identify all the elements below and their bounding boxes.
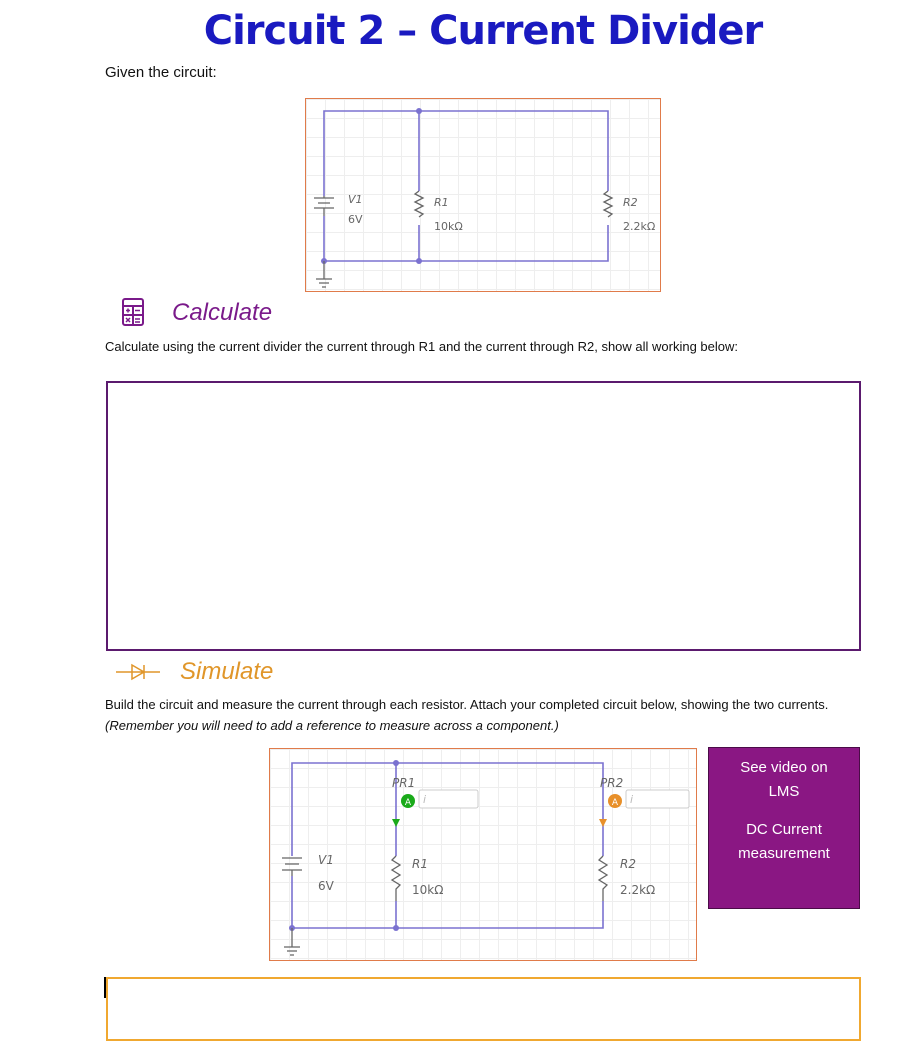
lms-line-1: See video on bbox=[740, 759, 828, 776]
v1-value: 6V bbox=[348, 213, 363, 226]
simulation-attachment-box[interactable] bbox=[106, 977, 861, 1041]
resistor-r1-icon bbox=[392, 856, 400, 901]
pr1-label: PR1 bbox=[392, 776, 416, 790]
calculate-instruction: Calculate using the current divider the current through R1 and the current through R2, show all working below: bbox=[105, 339, 739, 354]
simulate-note: (Remember you will need to add a reference to measure across a component.) bbox=[105, 718, 559, 733]
circuit-2-schematic bbox=[270, 749, 696, 960]
circuit-diagram-2 bbox=[269, 748, 697, 961]
ground-icon bbox=[284, 928, 300, 955]
r2-label: R2 bbox=[620, 857, 636, 871]
battery-icon bbox=[282, 858, 302, 876]
pr1-arrow-icon bbox=[392, 819, 400, 827]
simulate-heading: Simulate bbox=[180, 658, 274, 685]
resistor-r2-icon bbox=[599, 856, 607, 901]
probe-pr1[interactable] bbox=[401, 790, 478, 808]
r1-value: 10kΩ bbox=[412, 883, 444, 897]
calculator-icon bbox=[121, 297, 145, 327]
circuit-1-schematic bbox=[306, 99, 660, 291]
resistor-r1-icon bbox=[415, 191, 423, 217]
circuit-diagram-1 bbox=[305, 98, 661, 292]
pr2-reading-field[interactable]: i bbox=[630, 793, 634, 806]
r1-value: 10kΩ bbox=[434, 220, 463, 233]
lms-line-3: DC Current bbox=[746, 821, 822, 838]
calculate-heading: Calculate bbox=[172, 299, 273, 326]
pr2-arrow-icon bbox=[599, 819, 607, 827]
lms-line-2: LMS bbox=[768, 783, 800, 800]
v1-label: V1 bbox=[318, 853, 334, 867]
page-title: Circuit 2 – Current Divider bbox=[203, 8, 763, 54]
working-answer-box[interactable] bbox=[106, 381, 861, 651]
v1-value: 6V bbox=[318, 879, 334, 893]
r1-label: R1 bbox=[434, 196, 449, 209]
given-label: Given the circuit: bbox=[105, 64, 217, 81]
pr2-label: PR2 bbox=[600, 776, 624, 790]
probe-pr2[interactable] bbox=[608, 790, 689, 808]
v1-label: V1 bbox=[348, 193, 363, 206]
simulate-instruction bbox=[105, 694, 845, 736]
pr1-symbol: A bbox=[404, 798, 412, 808]
r2-value: 2.2kΩ bbox=[623, 220, 656, 233]
diode-icon bbox=[114, 662, 162, 682]
pr1-reading-field[interactable]: i bbox=[423, 793, 427, 806]
r2-label: R2 bbox=[623, 196, 638, 209]
r1-label: R1 bbox=[412, 857, 428, 871]
text-cursor bbox=[104, 977, 106, 998]
simulate-instruction-text: Build the circuit and measure the current through each resistor. Attach your completed circuit below, showing the two currents. bbox=[105, 697, 829, 712]
pr2-symbol: A bbox=[611, 798, 619, 808]
r2-value: 2.2kΩ bbox=[620, 883, 656, 897]
lms-line-4: measurement bbox=[738, 845, 830, 862]
resistor-r2-icon bbox=[604, 191, 612, 217]
lms-video-callout bbox=[708, 747, 860, 909]
